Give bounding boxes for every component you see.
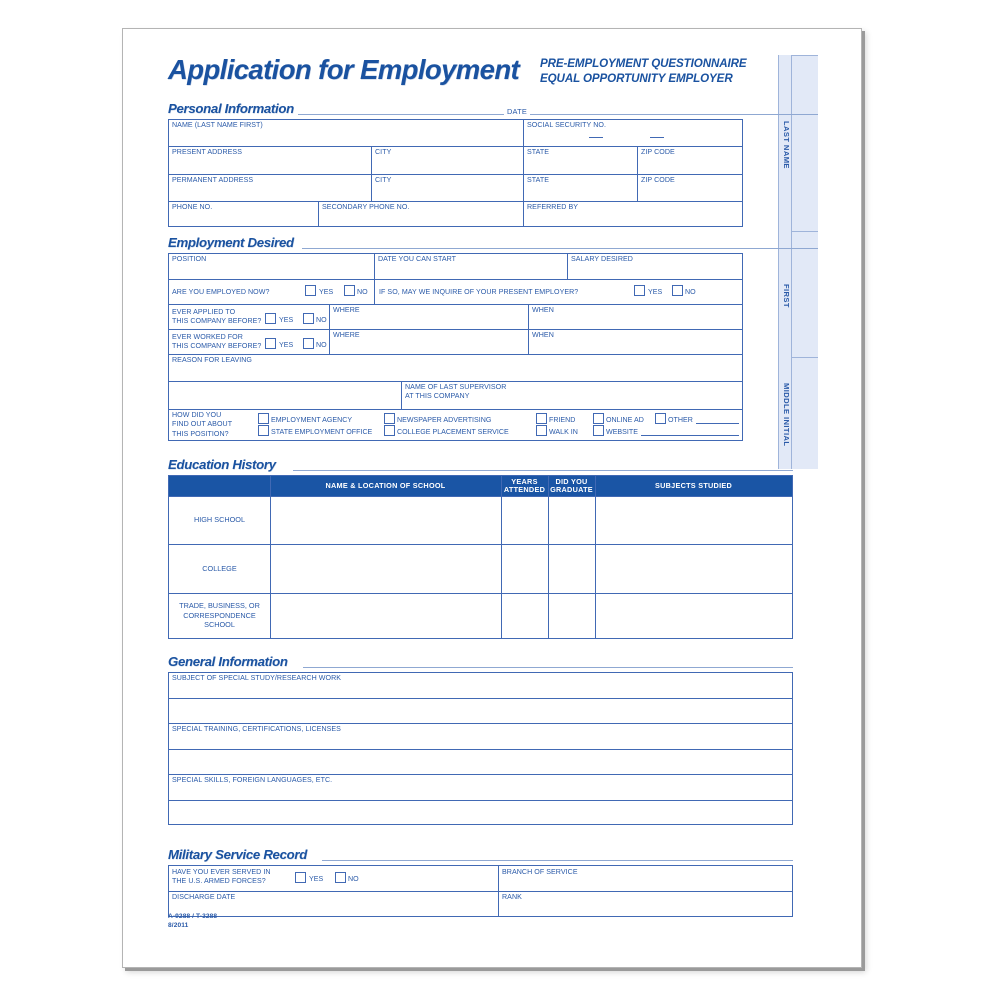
label-walk-in: WALK IN	[549, 428, 578, 436]
field-label-state-2: STATE	[527, 176, 550, 184]
label-college-placement-service: COLLEGE PLACEMENT SERVICE	[397, 428, 509, 436]
label-newspaper-advertising: NEWSPAPER ADVERTISING	[397, 416, 492, 424]
field-label-phone: PHONE NO.	[172, 203, 213, 211]
section-title-employment: Employment Desired	[168, 235, 294, 250]
field-label-present-address: PRESENT ADDRESS	[172, 148, 243, 156]
checkbox-state-employment-office[interactable]	[258, 425, 269, 436]
education-row-label-high-school: HIGH SCHOOL	[193, 515, 246, 525]
label-worked-before-no: NO	[316, 341, 327, 349]
field-label-special-study: SUBJECT OF SPECIAL STUDY/RESEARCH WORK	[172, 674, 342, 682]
name-index-strip	[778, 55, 818, 469]
field-label-worked-before	[172, 333, 261, 351]
section-heading-general	[168, 654, 793, 670]
education-table-header-row	[169, 476, 792, 496]
field-label-name: NAME (LAST NAME FIRST)	[172, 121, 263, 129]
trade-line-2: CORRESPONDENCE	[183, 610, 256, 620]
page-title: Application for Employment	[168, 54, 520, 85]
checkbox-applied-before-yes[interactable]	[265, 313, 276, 324]
checkbox-inquire-no[interactable]	[672, 285, 683, 296]
trade-line-3: SCHOOL	[204, 620, 235, 630]
field-label-zip-2: ZIP CODE	[641, 176, 675, 184]
subtitle-line-1: PRE-EMPLOYMENT QUESTIONNAIRE	[540, 57, 747, 70]
label-inquire-yes: YES	[648, 288, 663, 296]
application-form-page	[122, 28, 862, 968]
field-label-when-2: WHEN	[532, 331, 554, 339]
label-employed-now-yes: YES	[319, 288, 334, 296]
label-inquire-no: NO	[685, 288, 696, 296]
field-label-state-1: STATE	[527, 148, 550, 156]
field-label-ssn: SOCIAL SECURITY NO.	[527, 121, 606, 129]
field-label-special-training: SPECIAL TRAINING, CERTIFICATIONS, LICENSES	[172, 725, 341, 733]
supervisor-line-1: NAME OF LAST SUPERVISOR	[405, 383, 507, 391]
education-col-years-attended	[501, 476, 548, 496]
applied-before-line-2: THIS COMPANY BEFORE?	[172, 316, 262, 325]
field-label-supervisor	[405, 383, 506, 401]
label-applied-before-no: NO	[316, 316, 327, 324]
field-label-referred-by: REFERRED BY	[527, 203, 579, 211]
field-label-date-start: DATE YOU CAN START	[378, 255, 457, 263]
form-header	[168, 54, 818, 102]
field-label-inquire-employer: IF SO, MAY WE INQUIRE OF YOUR PRESENT EMPLOYER?	[379, 288, 579, 296]
checkbox-website[interactable]	[593, 425, 604, 436]
form-code-block	[168, 913, 217, 930]
how-find-line-1: HOW DID YOU	[172, 411, 222, 419]
section-heading-personal	[168, 101, 818, 117]
label-friend: FRIEND	[549, 416, 576, 424]
checkbox-online-ad[interactable]	[593, 413, 604, 424]
website-write-in-line[interactable]	[641, 435, 739, 436]
education-col-blank	[169, 476, 270, 496]
education-col-school: NAME & LOCATION OF SCHOOL	[325, 480, 446, 490]
years-line-1: YEARS	[511, 476, 538, 486]
field-label-where-2: WHERE	[333, 331, 360, 339]
strip-label-last-name: LAST NAME	[778, 55, 792, 231]
checkbox-employed-now-no[interactable]	[344, 285, 355, 296]
graduate-line-1: DID YOU	[555, 476, 588, 486]
checkbox-employment-agency[interactable]	[258, 413, 269, 424]
served-line-2: THE U.S. ARMED FORCES?	[172, 876, 266, 885]
label-state-employment-office: STATE EMPLOYMENT OFFICE	[271, 428, 373, 436]
field-label-position: POSITION	[172, 255, 207, 263]
education-col-subjects: SUBJECTS STUDIED	[655, 480, 732, 490]
field-label-applied-before	[172, 308, 261, 326]
field-label-served-armed-forces	[172, 868, 271, 886]
field-label-secondary-phone: SECONDARY PHONE NO.	[322, 203, 410, 211]
section-title-military: Military Service Record	[168, 847, 307, 862]
form-subtitle	[540, 57, 747, 86]
strip-label-first: FIRST	[778, 231, 792, 357]
section-heading-education	[168, 457, 793, 473]
checkbox-walk-in[interactable]	[536, 425, 547, 436]
worked-before-line-2: THIS COMPANY BEFORE?	[172, 341, 262, 350]
other-write-in-line[interactable]	[696, 423, 739, 424]
education-row-label-college: COLLEGE	[202, 563, 237, 573]
label-other: OTHER	[668, 416, 693, 424]
form-revision-date: 8/2011	[168, 921, 189, 929]
label-military-no: NO	[348, 875, 359, 883]
field-label-city-1: CITY	[375, 148, 392, 156]
section-title-general: General Information	[168, 654, 288, 669]
field-label-where-1: WHERE	[333, 306, 360, 314]
years-line-2: ATTENDED	[503, 485, 546, 494]
field-label-employed-now: ARE YOU EMPLOYED NOW?	[172, 288, 270, 296]
label-employment-agency: EMPLOYMENT AGENCY	[271, 416, 353, 424]
section-heading-employment	[168, 235, 818, 251]
label-worked-before-yes: YES	[279, 341, 294, 349]
label-military-yes: YES	[309, 875, 324, 883]
section-title-personal: Personal Information	[168, 101, 294, 116]
worked-before-line-1: EVER WORKED FOR	[172, 333, 243, 341]
label-website: WEBSITE	[606, 428, 638, 436]
checkbox-inquire-yes[interactable]	[634, 285, 645, 296]
section-title-education: Education History	[168, 457, 276, 472]
checkbox-military-no[interactable]	[335, 872, 346, 883]
field-label-branch-of-service: BRANCH OF SERVICE	[502, 868, 578, 876]
field-label-how-did-you-find-out	[172, 411, 232, 439]
field-label-reason-leaving: REASON FOR LEAVING	[172, 356, 252, 364]
checkbox-worked-before-no[interactable]	[303, 338, 314, 349]
label-applied-before-yes: YES	[279, 316, 294, 324]
field-label-zip-1: ZIP CODE	[641, 148, 675, 156]
checkbox-other[interactable]	[655, 413, 666, 424]
checkbox-worked-before-yes[interactable]	[265, 338, 276, 349]
checkbox-newspaper-advertising[interactable]	[384, 413, 395, 424]
education-row-label-trade-school	[169, 593, 270, 638]
field-label-when-1: WHEN	[532, 306, 554, 314]
label-online-ad: ONLINE AD	[606, 416, 644, 424]
checkbox-employed-now-yes[interactable]	[305, 285, 316, 296]
field-label-rank: RANK	[502, 893, 522, 901]
section-heading-military	[168, 847, 793, 863]
supervisor-line-2: AT THIS COMPANY	[405, 391, 470, 400]
strip-label-middle-initial: MIDDLE INITIAL	[778, 357, 792, 469]
field-label-salary: SALARY DESIRED	[571, 255, 633, 263]
label-employed-now-no: NO	[357, 288, 368, 296]
personal-info-grid	[168, 119, 743, 227]
field-label-special-skills: SPECIAL SKILLS, FOREIGN LANGUAGES, ETC.	[172, 776, 333, 784]
checkbox-military-yes[interactable]	[295, 872, 306, 883]
education-col-did-you-graduate	[548, 476, 595, 496]
served-line-1: HAVE YOU EVER SERVED IN	[172, 868, 271, 876]
field-label-city-2: CITY	[375, 176, 392, 184]
how-find-line-2: FIND OUT ABOUT	[172, 420, 233, 429]
form-code: A-9288 / T-3288	[168, 913, 218, 920]
date-label: DATE	[504, 107, 530, 116]
trade-line-1: TRADE, BUSINESS, OR	[179, 601, 260, 611]
field-label-discharge-date: DISCHARGE DATE	[172, 893, 236, 901]
field-label-permanent-address: PERMANENT ADDRESS	[172, 176, 254, 184]
checkbox-applied-before-no[interactable]	[303, 313, 314, 324]
checkbox-friend[interactable]	[536, 413, 547, 424]
graduate-line-2: GRADUATE	[550, 485, 593, 494]
how-find-line-3: THIS POSITION?	[172, 429, 229, 438]
applied-before-line-1: EVER APPLIED TO	[172, 308, 236, 316]
subtitle-line-2: EQUAL OPPORTUNITY EMPLOYER	[540, 71, 733, 85]
checkbox-college-placement-service[interactable]	[384, 425, 395, 436]
